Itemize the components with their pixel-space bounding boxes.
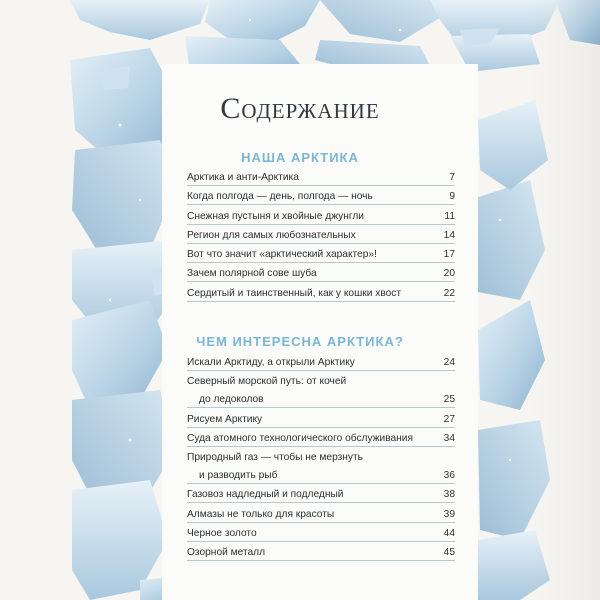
- toc-entry-title: Черное золото: [187, 528, 257, 540]
- toc-leader-line: [187, 370, 455, 371]
- toc-leader-line: [187, 522, 455, 523]
- toc-list: [187, 171, 455, 306]
- toc-entry[interactable]: [187, 229, 455, 247]
- toc-entry-page: 27: [443, 413, 455, 425]
- toc-entry-title: Газовоз надледный и подледный: [187, 489, 344, 501]
- toc-leader-line: [187, 541, 455, 542]
- toc-entry-page: 11: [444, 210, 455, 222]
- toc-entry[interactable]: [187, 190, 455, 208]
- toc-entry-page: 36: [443, 470, 455, 482]
- toc-leader-line: [187, 502, 455, 503]
- toc-leader-line: [187, 301, 455, 302]
- toc-entry-title: Природный газ — чтобы не мерзнуть: [187, 452, 363, 464]
- toc-leader-line: [187, 185, 455, 186]
- toc-entry[interactable]: [187, 413, 455, 431]
- toc-leader-line: [187, 427, 455, 428]
- toc-entry-title: Рисуем Арктику: [187, 413, 263, 425]
- toc-list: [187, 356, 455, 566]
- toc-entry-title: Озорной металл: [187, 547, 266, 559]
- toc-entry-page: 22: [443, 287, 455, 299]
- page-fold-shadow: [530, 0, 600, 600]
- toc-leader-line: [187, 243, 455, 244]
- toc-entry-title: Регион для самых любознательных: [187, 229, 356, 241]
- toc-leader-line: [187, 262, 455, 263]
- toc-entry[interactable]: [187, 488, 455, 506]
- section-heading: ЧЕМ ИНТЕРЕСНА АРКТИКА?: [196, 334, 404, 349]
- toc-entry[interactable]: [187, 375, 455, 388]
- toc-entry-title: Зачем полярной сове шуба: [187, 268, 317, 280]
- toc-entry-page: 34: [443, 432, 455, 444]
- toc-entry-page: 39: [443, 508, 455, 520]
- section-heading: НАША АРКТИКА: [241, 150, 359, 165]
- toc-entry[interactable]: [187, 432, 455, 450]
- toc-leader-line: [187, 407, 455, 408]
- toc-entry-page: 44: [443, 528, 455, 540]
- toc-entry[interactable]: [187, 393, 455, 411]
- toc-entry-title: Снежная пустыня и хвойные джунгли: [187, 210, 364, 222]
- toc-entry-title: Северный морской путь: от кочей: [187, 376, 347, 388]
- toc-entry-title: Арктика и анти-Арктика: [187, 172, 299, 183]
- toc-entry-title: Алмазы не только для красоты: [187, 508, 335, 520]
- toc-entry-title: Суда атомного технологического обслуживания: [187, 432, 414, 444]
- toc-entry-title: Сердитый и таинственный, как у кошки хвост: [187, 287, 402, 299]
- toc-entry-page: 25: [443, 394, 455, 406]
- toc-leader-line: [187, 560, 455, 561]
- toc-leader-line: [187, 483, 455, 484]
- toc-entry-title: и разводить рыб: [199, 470, 278, 482]
- toc-entry-page: 38: [443, 489, 455, 501]
- toc-entry[interactable]: [187, 171, 455, 189]
- toc-entry-title: Когда полгода — день, полгода — ночь: [187, 191, 373, 203]
- toc-entry-page: 20: [443, 268, 455, 280]
- toc-leader-line: [187, 224, 455, 225]
- page-title: Содержание: [220, 92, 380, 125]
- toc-entry[interactable]: [187, 508, 455, 526]
- toc-leader-line: [187, 204, 455, 205]
- toc-entry[interactable]: [187, 356, 455, 374]
- toc-entry[interactable]: [187, 267, 455, 285]
- toc-entry-page: 14: [443, 229, 455, 241]
- toc-entry[interactable]: [187, 287, 455, 305]
- toc-entry-page: 45: [443, 547, 455, 559]
- toc-entry-title: Вот что значит «арктический характер»!: [187, 249, 377, 261]
- toc-entry[interactable]: [187, 527, 455, 545]
- toc-entry-title: до ледоколов: [199, 394, 264, 406]
- toc-entry-title: Искали Арктиду, а открыли Арктику: [187, 357, 355, 368]
- toc-entry[interactable]: [187, 469, 455, 487]
- toc-entry-page: 7: [449, 172, 455, 183]
- toc-entry-page: 9: [449, 191, 455, 203]
- toc-entry[interactable]: [187, 248, 455, 266]
- toc-leader-line: [187, 281, 455, 282]
- toc-entry[interactable]: [187, 210, 455, 228]
- toc-entry-page: 17: [443, 249, 455, 261]
- toc-leader-line: [187, 446, 455, 447]
- toc-entry[interactable]: [187, 546, 455, 564]
- toc-entry[interactable]: [187, 451, 455, 464]
- toc-entry-page: 24: [443, 357, 455, 368]
